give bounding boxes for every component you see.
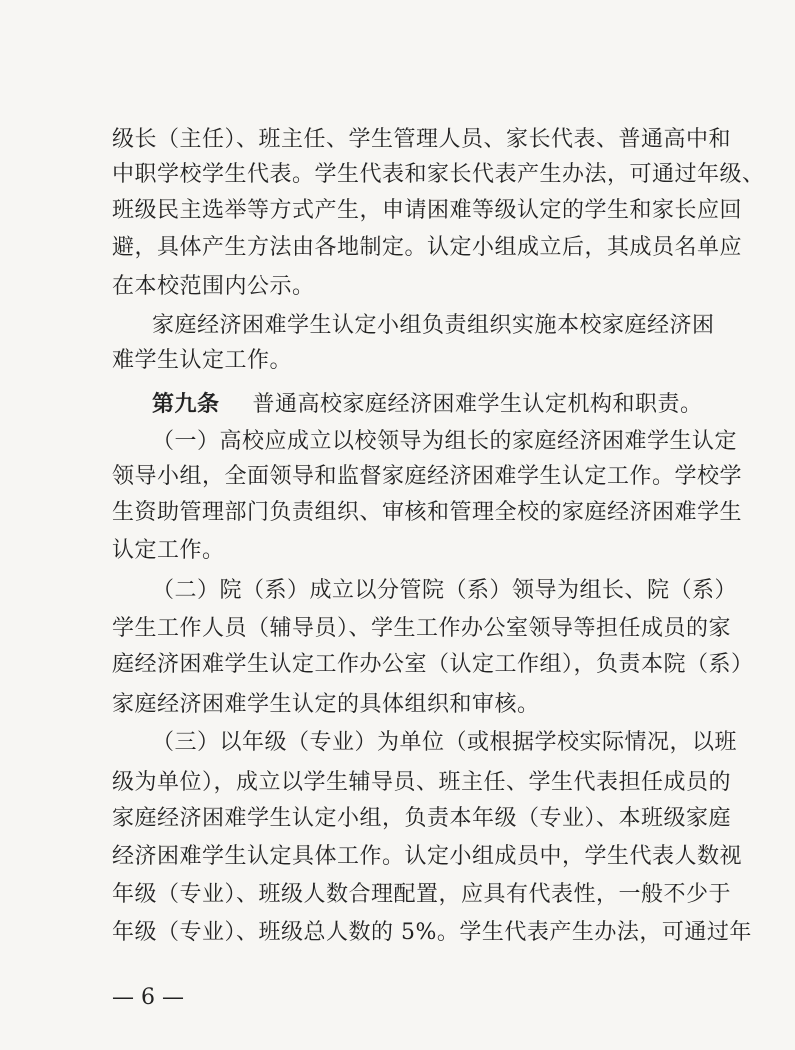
paragraph-line: 中职学校学生代表。学生代表和家长代表产生办法，可通过年级、: [112, 162, 765, 187]
paragraph-line: 年级（专业）、班级人数合理配置，应具有代表性，一般不少于: [112, 882, 732, 907]
paragraph-line: 庭经济困难学生认定工作办公室（认定工作组），负责本院（系）: [112, 652, 754, 677]
paragraph-line: 级为单位），成立以学生辅导员、班主任、学生代表担任成员的: [112, 770, 732, 795]
article-heading-line: [152, 389, 703, 420]
paragraph-line: 班级民主选举等方式产生，申请困难等级认定的学生和家长应回: [112, 198, 743, 223]
article-label: 第九条: [152, 391, 220, 417]
paragraph-line: 经济困难学生认定具体工作。认定小组成员中，学生代表人数视: [112, 844, 743, 869]
paragraph-line: （二）院（系）成立以分管院（系）领导为组长、院（系）: [152, 578, 738, 603]
paragraph-line: 学生工作人员（辅导员）、学生工作办公室领导等担任成员的家: [112, 616, 732, 641]
paragraph-line: 难学生认定工作。: [112, 348, 293, 373]
paragraph-line: （三）以年级（专业）为单位（或根据学校实际情况，以班: [152, 730, 738, 755]
paragraph-line: 认定工作。: [112, 538, 225, 563]
page-number: — 6 —: [112, 985, 184, 1010]
paragraph-line: 家庭经济困难学生认定小组，负责本年级（专业）、本班级家庭: [112, 806, 732, 831]
paragraph-line: 生资助管理部门负责组织、审核和管理全校的家庭经济困难学生: [112, 500, 743, 525]
paragraph-line: 年级（专业）、班级总人数的 5%。学生代表产生办法，可通过年: [112, 920, 752, 945]
article-title: 普通高校家庭经济困难学生认定机构和职责。: [252, 392, 703, 417]
paragraph-line: 家庭经济困难学生认定的具体组织和审核。: [112, 692, 540, 717]
paragraph-line: 避，具体产生方法由各地制定。认定小组成立后，其成员名单应: [112, 235, 743, 260]
paragraph-line: 在本校范围内公示。: [112, 274, 315, 299]
paragraph-line: （一）高校应成立以校领导为组长的家庭经济困难学生认定: [152, 429, 738, 454]
paragraph-line: 家庭经济困难学生认定小组负责组织实施本校家庭经济困: [152, 313, 715, 338]
paragraph-line: 级长（主任）、班主任、学生管理人员、家长代表、普通高中和: [112, 127, 732, 152]
paragraph-line: 领导小组，全面领导和监督家庭经济困难学生认定工作。学校学: [112, 464, 743, 489]
